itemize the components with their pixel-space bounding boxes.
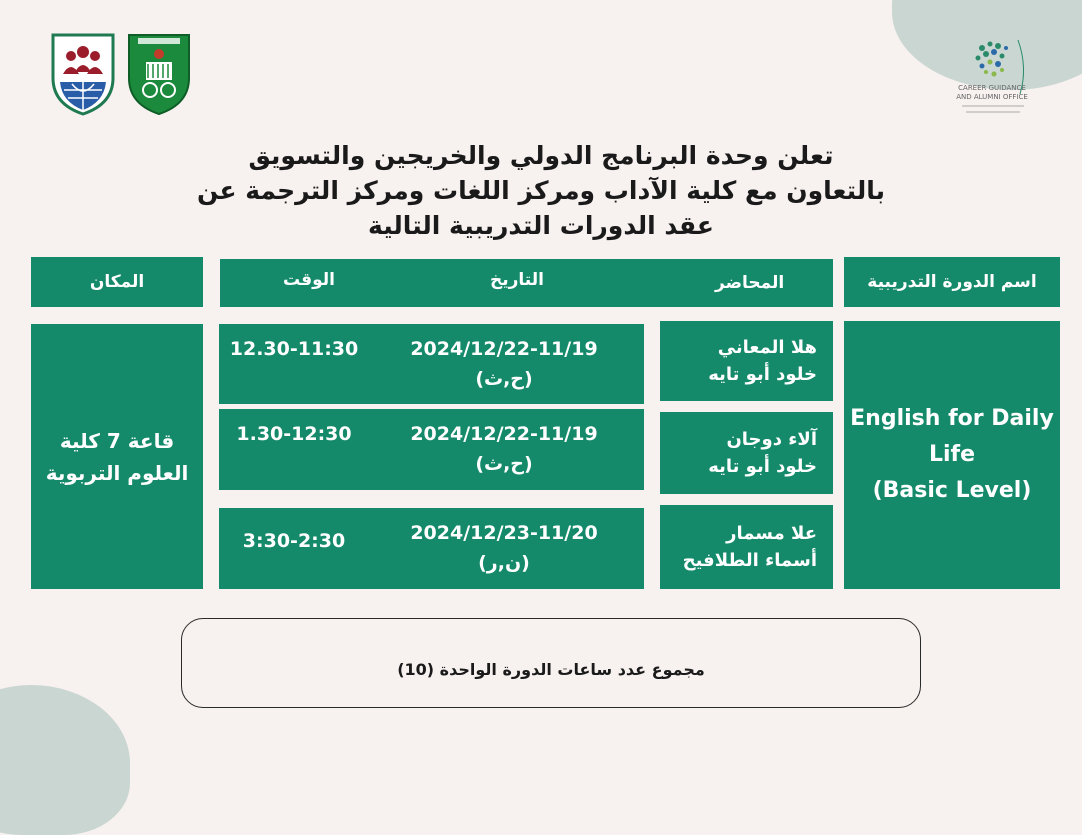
heading-line-2: بالتعاون مع كلية الآداب ومركز اللغات ومركز الترجمة عن [196,176,886,205]
place-line-1: قاعة 7 كلية [59,428,175,453]
decorative-blob-bottom-left [0,685,130,835]
lecturer-cell-2 [660,412,833,494]
session-days: (ن,ر) [478,552,530,574]
session-days: (ح,ث) [475,453,533,475]
header-lecturer: المحاضر [715,273,785,293]
university-shield-logo [50,32,116,116]
course-name-cell [844,321,1060,589]
lecturer-name: خلود أبو تايه [708,456,817,477]
session-time: 1.30-12:30 [236,423,352,445]
lecturer-name: أسماء الطلافيح [682,550,817,571]
place-line-2: العلوم التربوية [45,460,189,485]
session-date: 2024/12/22-11/19 [410,423,598,445]
schedule-row-2 [219,409,644,490]
lecturer-name: خلود أبو تايه [708,364,817,385]
header-place: المكان [31,257,203,307]
session-date: 2024/12/23-11/20 [410,522,598,544]
heading-line-3: عقد الدورات التدريبية التالية [368,211,714,240]
session-time: 3:30-2:30 [242,530,346,552]
announcement-heading [180,138,902,243]
lecturer-name: هلا المعاني [717,337,817,358]
lecturer-cell-1 [660,321,833,401]
course-name-line-3: (Basic Level) [872,478,1032,503]
schedule-row-3 [219,508,644,589]
place-cell [31,324,203,589]
total-hours-text: مجموع عدد ساعات الدورة الواحدة (10) [397,659,705,679]
lecturer-cell-3 [660,505,833,589]
header-date: التاريخ [490,270,544,290]
session-days: (ح,ث) [475,368,533,390]
heading-line-1: تعلن وحدة البرنامج الدولي والخريجين والتسويق [248,141,834,170]
header-group [220,259,833,307]
logo-career-text: CAREER GUIDANCE [958,84,1026,92]
header-time: الوقت [283,270,335,290]
university-of-jordan-logo [126,32,192,116]
lecturer-name: آلاء دوجان [726,429,817,450]
lecturer-name: علا مسمار [726,523,817,544]
logo-alumni-text: AND ALUMNI OFFICE [956,93,1028,101]
header-course-name: اسم الدورة التدريبية [844,257,1060,307]
total-hours-box [181,618,921,708]
session-date: 2024/12/22-11/19 [410,338,598,360]
schedule-row-1 [219,324,644,404]
course-name-line-1: English for Daily [850,406,1054,431]
course-name-line-2: Life [928,442,976,467]
session-time: 12.30-11:30 [229,338,359,360]
career-guidance-office-logo [942,34,1054,118]
